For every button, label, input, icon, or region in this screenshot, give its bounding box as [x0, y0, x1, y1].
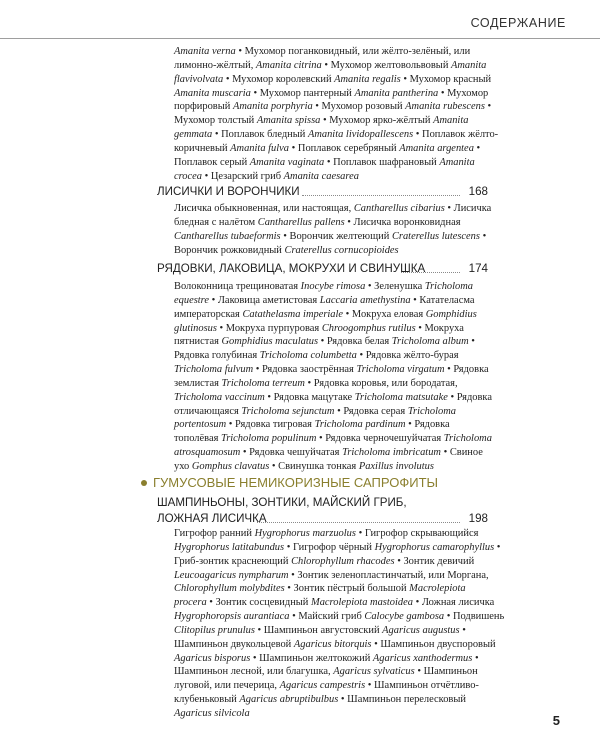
entry-text: • Мухомор желтовольвовый	[321, 59, 452, 71]
entry-text: • Мокруха пурпуровая	[216, 322, 322, 334]
entry-text: клубеньковый	[174, 694, 240, 706]
entry-text: • Рядовка коровья, или бородатая,	[304, 377, 458, 389]
latin-name: Tricholoma matsutake	[354, 391, 448, 403]
latin-name: Amanita muscaria	[174, 87, 251, 99]
latin-name: Agaricus sylvaticus	[333, 666, 415, 678]
entry-list-tricholoma	[174, 280, 492, 474]
entry-line	[174, 349, 488, 363]
entry-line	[174, 405, 488, 419]
latin-name: Laccaria amethystina	[319, 294, 411, 306]
latin-name: Macrolepiota	[409, 583, 466, 595]
entry-text: коричневый	[174, 142, 231, 154]
latin-name: Tricholoma sejunctum	[241, 405, 335, 417]
entry-line	[174, 322, 488, 336]
entry-text: Мухомор толстый	[174, 115, 257, 127]
latin-name: Craterellus cornucopioides	[284, 244, 399, 256]
entry-text: • Рядовка	[444, 364, 489, 376]
category-heading	[141, 475, 438, 490]
latin-name: Amanita	[451, 59, 487, 71]
entry-text: • Шампиньон желтокожий	[250, 652, 373, 664]
entry-text: • Зонтик пёстрый большой	[284, 583, 410, 595]
entry-text: • Мухомор королевский	[223, 73, 335, 85]
entry-line	[174, 170, 488, 184]
latin-name: Macrolepiota mastoidea	[311, 597, 413, 609]
entry-text: • Лисичка	[444, 203, 492, 214]
latin-name: Cantharellus pallens	[257, 216, 345, 228]
entry-text: • Мокруха	[415, 322, 464, 334]
section-heading-agaricus[interactable]	[157, 512, 488, 525]
entry-text: •	[468, 336, 475, 348]
latin-name: Chlorophyllum rhacodes	[291, 555, 395, 567]
section-title: РЯДОВКИ, ЛАКОВИЦА, МОКРУХИ И СВИНУШКА	[157, 262, 426, 275]
leader-dots	[401, 271, 460, 273]
section-title: ЛИСИЧКИ И ВОРОНЧИКИ	[157, 185, 300, 198]
latin-name: Amanita	[439, 156, 475, 168]
entry-text: • Майский гриб	[289, 611, 365, 623]
header-rule	[0, 38, 600, 39]
entry-text: Шампиньон двукольцевой	[174, 638, 294, 650]
latin-name: Tricholoma pardinum	[314, 419, 406, 431]
latin-name: gemmata	[174, 129, 213, 141]
entry-line	[174, 707, 488, 721]
entry-text: императорская	[174, 308, 243, 320]
entry-text: • Подвишень	[444, 611, 505, 623]
entry-text: •	[479, 230, 487, 242]
entry-line	[174, 308, 488, 322]
entry-text: • Рядовка белая	[318, 336, 392, 348]
latin-name: Hygrophorus marzuolus	[254, 528, 356, 539]
entry-text: • Рядовка черночешуйчатая	[316, 433, 444, 445]
latin-name: Gomphus clavatus	[191, 460, 270, 472]
entry-line	[174, 114, 488, 128]
latin-name: Tricholoma imbricatum	[342, 447, 441, 459]
entry-text: • Рядовка серая	[334, 405, 408, 417]
page-number: 5	[552, 713, 560, 728]
entry-text: Шампиньон лесной, или благушка,	[174, 666, 334, 678]
entry-text: • Рядовка жёлто-бурая	[356, 350, 459, 362]
leader-dots	[257, 521, 460, 523]
entry-text: •	[459, 624, 466, 636]
latin-name: Amanita vaginata	[249, 156, 325, 168]
entry-text: • Ворончик желтеющий	[280, 230, 392, 242]
entry-text: • Рядовка тигровая	[226, 419, 315, 431]
latin-name: Amanita verna	[174, 46, 236, 57]
entry-text: Лисичка обыкновенная, или настоящая,	[174, 203, 354, 214]
latin-name: Agaricus abruptibulbus	[239, 694, 339, 706]
entry-text: • Катателасма	[410, 294, 475, 306]
entry-text: Гриб-зонтик краснеющий	[174, 555, 292, 567]
entry-text: • Мокруха еловая	[343, 308, 426, 320]
section-title: ЛОЖНАЯ ЛИСИЧКА	[157, 512, 267, 525]
latin-name: Tricholoma	[424, 281, 474, 292]
entry-line	[174, 363, 488, 377]
entry-line	[174, 59, 488, 73]
entry-line	[174, 541, 501, 555]
entry-text: • Поплавок шафрановый	[324, 156, 440, 168]
entry-text: • Шампиньон отчётливо-	[365, 680, 479, 692]
entry-text: • Мухомор красный	[400, 73, 492, 85]
entry-line	[174, 446, 488, 460]
entry-text: • Шампиньон двуспоровый	[371, 638, 496, 650]
latin-name: Hygrophorus latitabundus	[174, 541, 285, 553]
entry-line	[174, 693, 488, 707]
latin-name: Hygrophorus camarophyllus	[374, 541, 495, 553]
entry-line	[174, 335, 488, 349]
entry-text: • Цезарский гриб	[202, 170, 284, 182]
entry-text: •	[494, 541, 501, 553]
entry-text: • Мухомор пантерный	[250, 87, 355, 99]
latin-name: Leucoagaricus nympharum	[174, 569, 289, 581]
section-heading-tricholoma[interactable]	[157, 262, 488, 275]
entry-text: • Зонтик зеленопластинчатый, или Моргана,	[288, 569, 489, 581]
entry-list-amanita	[174, 45, 499, 183]
latin-name: Tricholoma columbetta	[259, 350, 357, 362]
page-ref: 168	[468, 185, 488, 198]
entry-text: Поплавок серый	[174, 156, 250, 168]
entry-text: лимонно-жёлтый,	[174, 59, 256, 71]
category-title: ГУМУСОВЫЕ НЕМИКОРИЗНЫЕ САПРОФИТЫ	[153, 475, 439, 490]
latin-name: Tricholoma virgatum	[356, 364, 445, 376]
latin-name: Amanita lividopallescens	[307, 129, 414, 141]
entry-text: • Мухомор розовый	[312, 101, 406, 113]
page-ref: 198	[468, 512, 488, 525]
entry-text: • Шампиньон перелесковый	[338, 694, 466, 706]
latin-name: Gomphidius maculatus	[221, 336, 319, 348]
latin-name: Gomphidius	[425, 308, 477, 320]
entry-line	[174, 527, 488, 541]
entry-line	[174, 377, 488, 391]
page-ref: 174	[468, 262, 488, 275]
entry-text: • Лаковица аметистовая	[208, 294, 320, 306]
entry-line	[174, 432, 492, 446]
entry-text: • Ложная лисичка	[412, 597, 495, 609]
latin-name: Amanita citrina	[255, 59, 322, 71]
entry-line	[174, 280, 488, 294]
entry-line	[174, 142, 488, 156]
entry-line	[174, 652, 488, 666]
entry-text: отличающаяся	[174, 405, 242, 417]
entry-text: пятнистая	[174, 336, 222, 348]
entry-text: • Мухомор поганковидный, или жёлто-зелёный, или	[235, 46, 471, 57]
section-heading-agaricus-line1[interactable]	[157, 496, 488, 509]
entry-text: • Свинушка тонкая	[269, 460, 359, 472]
entry-text: • Мухомор	[438, 87, 489, 99]
latin-name: Amanita rubescens	[405, 101, 485, 113]
entry-text: • Зонтик девичий	[394, 555, 475, 567]
entry-line	[174, 569, 488, 583]
latin-name: Hygrophoropsis aurantiaca	[174, 611, 290, 623]
entry-line	[174, 87, 488, 101]
entry-line	[174, 100, 492, 114]
entry-line	[174, 45, 488, 59]
latin-name: glutinosus	[174, 322, 217, 334]
entry-text: • Поплавок бледный	[212, 129, 308, 141]
entry-line	[174, 624, 488, 638]
entry-line	[174, 73, 492, 87]
entry-text: • Гигрофор скрывающийся	[355, 528, 479, 539]
latin-name: Agaricus bisporus	[174, 652, 251, 664]
entry-text: •	[473, 142, 481, 154]
latin-name: procera	[174, 597, 207, 609]
latin-name: Amanita porphyria	[232, 101, 313, 113]
latin-name: Clitopilus prunulus	[174, 624, 255, 636]
latin-name: portentosum	[174, 419, 227, 431]
entry-text: • Рядовка мацутаке	[264, 391, 355, 403]
entry-line	[174, 128, 499, 142]
entry-line	[174, 679, 488, 693]
entry-list-agaricus	[174, 527, 505, 721]
latin-name: Catathelasma imperiale	[242, 308, 344, 320]
entry-text: • Рядовка	[447, 391, 492, 403]
entry-text: Гигрофор ранний	[174, 528, 255, 539]
entry-text: ухо	[174, 460, 192, 472]
latin-name: Inocybe rimosa	[300, 281, 366, 292]
latin-name: Chlorophyllum molybdites	[174, 583, 285, 595]
latin-name: Amanita pantherina	[354, 87, 439, 99]
latin-name: Cantharellus cibarius	[353, 203, 445, 214]
latin-name: Agaricus silvicola	[174, 707, 250, 719]
latin-name: Amanita fulva	[230, 142, 290, 154]
entry-line	[174, 665, 488, 679]
latin-name: Amanita	[433, 115, 469, 127]
entry-text: • Мухомор ярко-жёлтый	[320, 115, 434, 127]
entry-line	[174, 460, 488, 474]
entry-text: луговой, или печерица,	[174, 680, 280, 692]
entry-text: • Зонтик сосцевидный	[206, 597, 311, 609]
latin-name: Amanita caesarea	[283, 170, 359, 182]
latin-name: flavivolvata	[174, 73, 224, 85]
entry-text: •	[484, 101, 492, 113]
section-title: ШАМПИНЬОНЫ, ЗОНТИКИ, МАЙСКИЙ ГРИБ,	[157, 496, 407, 509]
leader-dots	[302, 194, 460, 196]
entry-text: Рядовка голубиная	[174, 350, 260, 362]
latin-name: Agaricus augustus	[382, 624, 460, 636]
latin-name: Paxillus involutus	[358, 460, 434, 472]
latin-name: Tricholoma vaccinum	[174, 391, 265, 403]
latin-name: Tricholoma fulvum	[174, 364, 254, 376]
entry-text: • Свиное	[440, 447, 483, 459]
entry-text: • Шампиньон	[414, 666, 478, 678]
entry-text: • Поплавок серебряный	[289, 142, 400, 154]
entry-text: • Рядовка	[405, 419, 450, 431]
entry-text: Волоконница трещиноватая	[174, 281, 301, 292]
entry-text: • Рядовка заострённая	[253, 364, 357, 376]
latin-name: Agaricus bitorquis	[293, 638, 372, 650]
entry-line	[174, 202, 492, 216]
entry-line	[174, 555, 488, 569]
entry-line	[174, 294, 488, 308]
latin-name: Cantharellus tubaeformis	[174, 230, 281, 242]
entry-text: тополёвая	[174, 433, 221, 445]
latin-name: Agaricus campestris	[279, 680, 366, 692]
entry-text: • Гигрофор чёрный	[284, 541, 375, 553]
latin-name: equestre	[174, 294, 209, 306]
entry-text: •	[472, 652, 479, 664]
entry-text: • Зеленушка	[365, 281, 425, 292]
latin-name: Amanita regalis	[334, 73, 401, 85]
latin-name: Amanita argentea	[399, 142, 474, 154]
entry-text: Ворончик рожковидный	[174, 244, 285, 256]
entry-text: • Рядовка чешуйчатая	[240, 447, 343, 459]
entry-line	[174, 230, 488, 244]
latin-name: Agaricus xanthodermus	[372, 652, 473, 664]
entry-line	[174, 418, 488, 432]
entry-list-chanterelles	[174, 202, 492, 257]
entry-text: • Шампиньон августовский	[254, 624, 383, 636]
entry-line	[174, 638, 496, 652]
latin-name: Calocybe gambosa	[364, 611, 445, 623]
entry-line	[174, 216, 488, 230]
latin-name: Tricholoma	[443, 433, 492, 445]
section-heading-chanterelles[interactable]	[157, 185, 488, 198]
entry-text: землистая	[174, 377, 222, 389]
entry-line	[174, 156, 488, 170]
latin-name: crocea	[174, 170, 203, 182]
entry-line	[174, 391, 492, 405]
header-title: СОДЕРЖАНИЕ	[470, 16, 566, 30]
entry-line	[174, 610, 505, 624]
entry-line	[174, 582, 488, 596]
latin-name: Tricholoma album	[391, 336, 469, 348]
latin-name: Tricholoma terreum	[221, 377, 305, 389]
latin-name: Chroogomphus rutilus	[321, 322, 416, 334]
entry-text: • Поплавок жёлто-	[413, 129, 499, 141]
entry-text: бледная с налётом	[174, 216, 258, 228]
bullet-dot-icon	[141, 480, 147, 486]
latin-name: Amanita spissa	[256, 115, 321, 127]
latin-name: atrosquamosum	[174, 447, 241, 459]
entry-line	[174, 596, 495, 610]
latin-name: Tricholoma populinum	[220, 433, 317, 445]
entry-text: • Лисичка воронковидная	[344, 216, 461, 228]
latin-name: Craterellus lutescens	[391, 230, 480, 242]
entry-line	[174, 244, 488, 258]
entry-text: порфировый	[174, 101, 233, 113]
latin-name: Tricholoma	[407, 405, 456, 417]
